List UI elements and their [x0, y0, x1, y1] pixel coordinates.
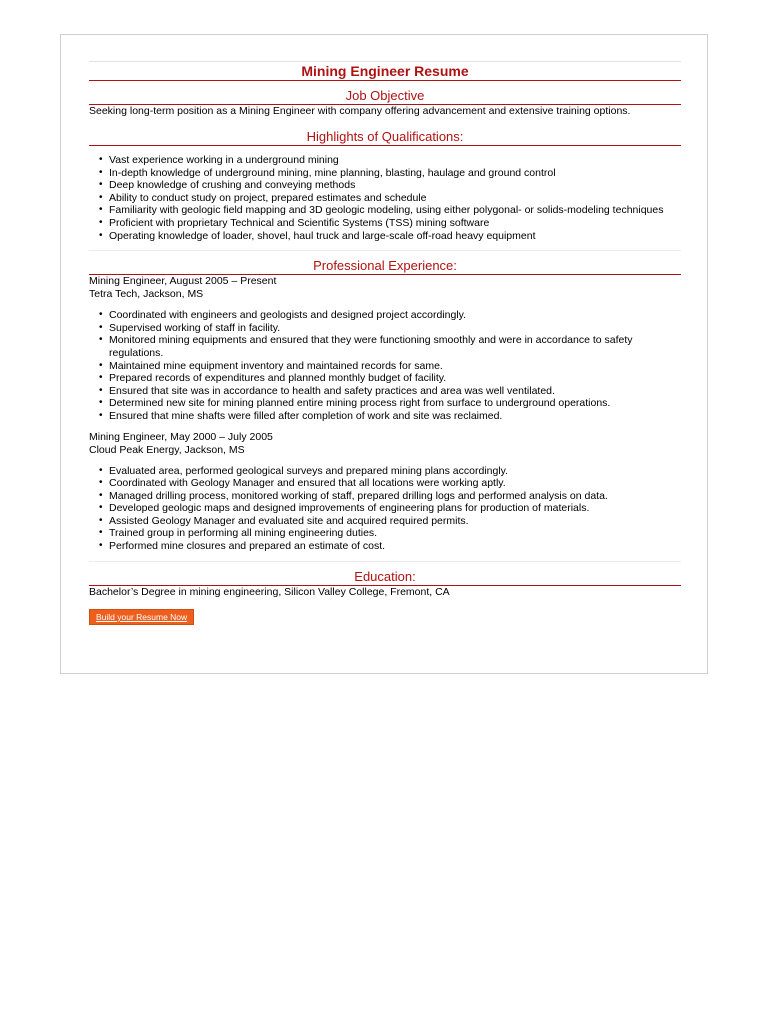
list-item: • Operating knowledge of loader, shovel, haul truck and large-scale off-road heavy equipment	[109, 230, 681, 243]
education-text: Bachelor’s Degree in mining engineering, Silicon Valley College, Fremont, CA	[89, 585, 450, 598]
page-title: Mining Engineer Resume	[89, 62, 681, 81]
job-company-line: Tetra Tech, Jackson, MS	[89, 288, 204, 301]
resume-content	[89, 61, 681, 625]
job-duties-list	[89, 309, 681, 422]
objective-heading: Job Objective	[89, 87, 681, 105]
list-item: • Determined new site for mining planned entire mining process right from surface to underground operations.	[109, 397, 681, 410]
list-item: • Managed drilling process, monitored working of staff, prepared drilling logs and performed analysis on data.	[109, 490, 681, 503]
list-item: • Ensured that site was in accordance to health and safety practices and area was well ventilated.	[109, 385, 681, 398]
objective-text: Seeking long-term position as a Mining Engineer with company offering advancement and extensive training options.	[89, 105, 631, 117]
list-item: • Vast experience working in a underground mining	[109, 154, 681, 167]
list-item: • Supervised working of staff in facility.	[109, 322, 681, 335]
job-duties-list	[89, 465, 681, 553]
list-item: • Familiarity with geologic field mapping and 3D geologic modeling, using either polygonal- or solids-modeling techniques	[109, 204, 681, 217]
list-item: • Maintained mine equipment inventory and maintained records for same.	[109, 360, 681, 373]
list-item: • Evaluated area, performed geological surveys and prepared mining plans accordingly.	[109, 465, 681, 478]
job-title-line: Mining Engineer, August 2005 – Present	[89, 275, 277, 288]
job-company-line: Cloud Peak Energy, Jackson, MS	[89, 443, 245, 456]
list-item: • Proficient with proprietary Technical and Scientific Systems (TSS) mining software	[109, 217, 681, 230]
list-item: • Trained group in performing all mining engineering duties.	[109, 527, 681, 540]
list-item: • Developed geologic maps and designed improvements of engineering plans for production of materials.	[109, 502, 681, 515]
list-item: • Deep knowledge of crushing and conveying methods	[109, 179, 681, 192]
list-item: • In-depth knowledge of underground mining, mine planning, blasting, haulage and ground control	[109, 167, 681, 180]
job-title-line: Mining Engineer, May 2000 – July 2005	[89, 430, 273, 443]
list-item: • Ensured that mine shafts were filled after completion of work and site was reclaimed.	[109, 410, 681, 423]
spacer	[89, 423, 681, 431]
experience-heading: Professional Experience:	[89, 257, 681, 275]
list-item: • Ability to conduct study on project, prepared estimates and schedule	[109, 192, 681, 205]
list-item: • Performed mine closures and prepared an estimate of cost.	[109, 540, 681, 553]
highlights-list	[89, 154, 681, 242]
build-resume-button[interactable]: Build your Resume Now	[89, 609, 194, 625]
list-item: • Coordinated with Geology Manager and ensured that all locations were working aptly.	[109, 477, 681, 490]
section-divider	[89, 250, 681, 251]
list-item: • Monitored mining equipments and ensured that they were functioning smoothly and were in accordance to safety regulations.	[109, 334, 681, 359]
job-entry-1	[89, 275, 681, 422]
highlights-heading: Highlights of Qualifications:	[89, 128, 681, 146]
document-page	[60, 34, 708, 674]
list-item: • Assisted Geology Manager and evaluated site and acquired required permits.	[109, 515, 681, 528]
job-entry-2	[89, 431, 681, 553]
section-divider	[89, 561, 681, 562]
list-item: • Prepared records of expenditures and planned monthly budget of facility.	[109, 372, 681, 385]
education-heading: Education:	[89, 568, 681, 586]
list-item: • Coordinated with engineers and geologists and designed project accordingly.	[109, 309, 681, 322]
